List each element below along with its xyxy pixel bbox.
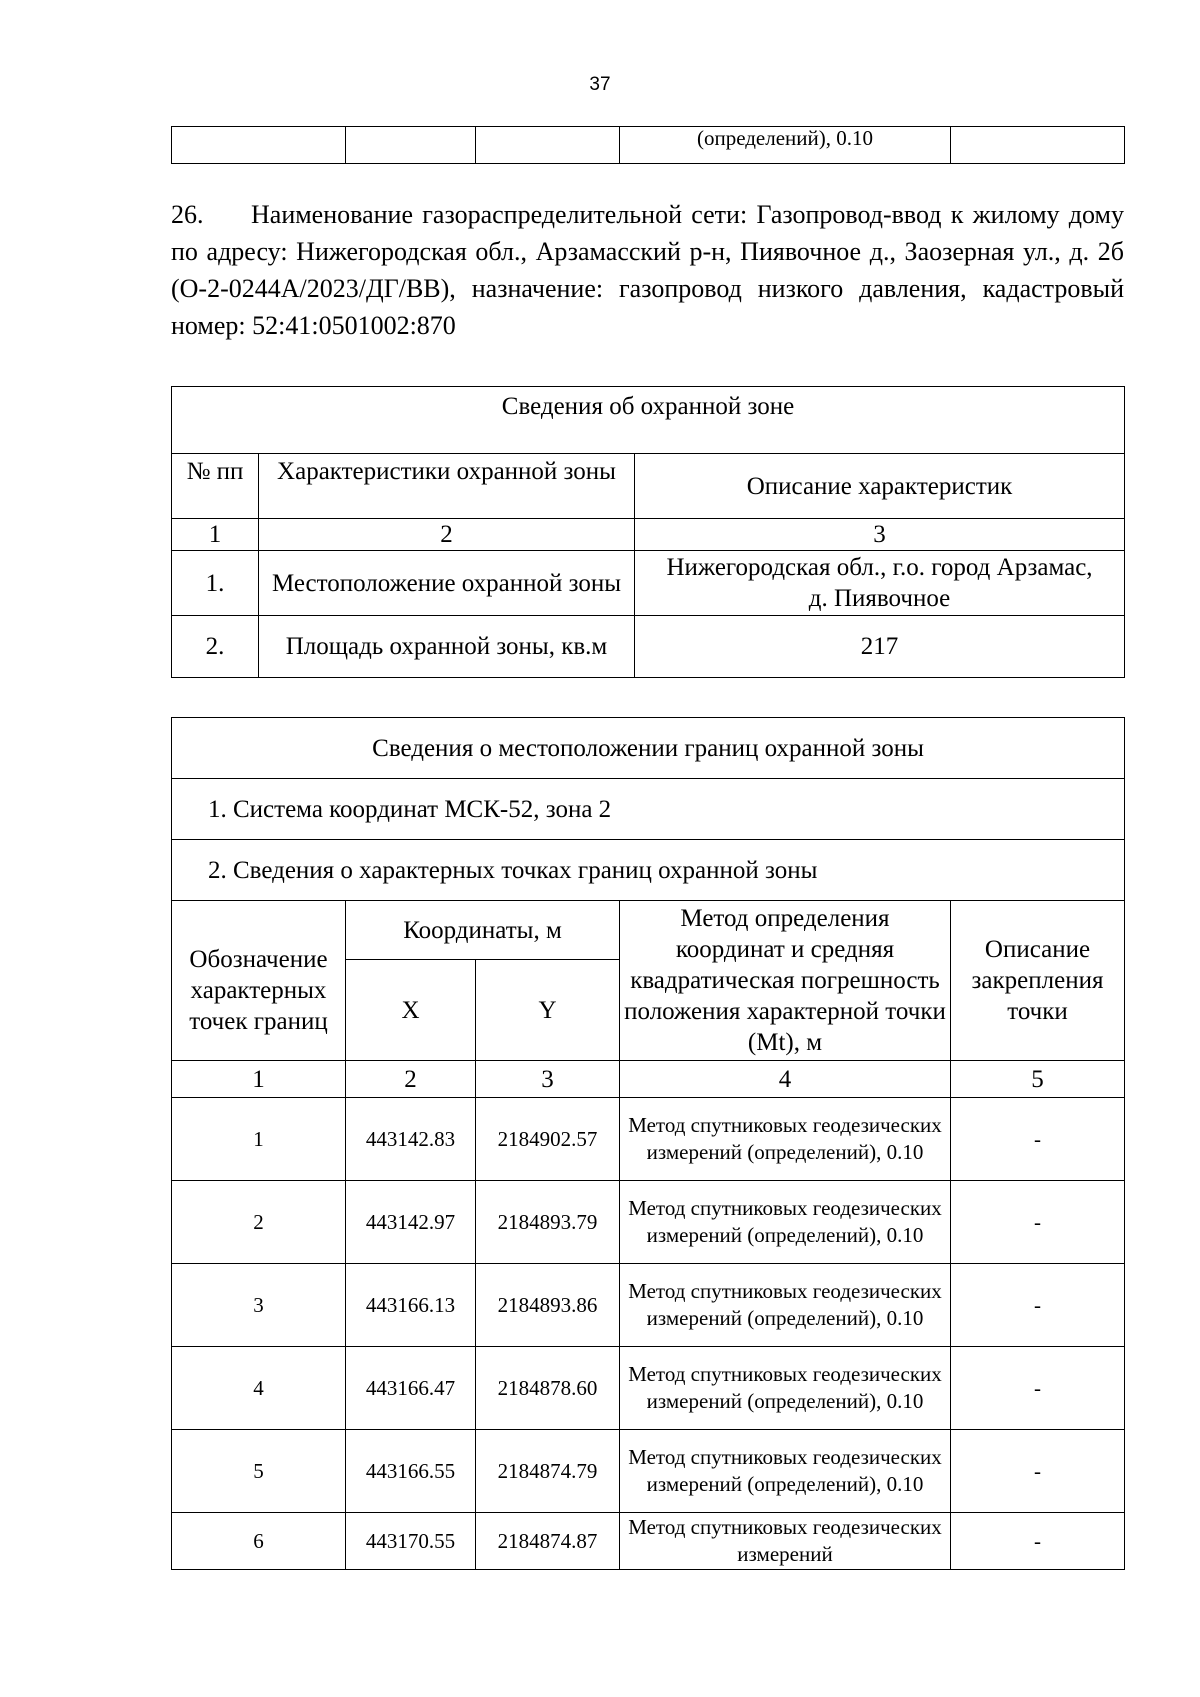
network-description (171, 196, 1124, 344)
coordinate-system-row (172, 779, 1125, 840)
index-cell: 3 (635, 519, 1125, 551)
characteristic-name: Площадь охранной зоны, кв.м (259, 616, 635, 678)
index-cell: 2 (346, 1061, 476, 1098)
column-header: Координаты, м (346, 901, 620, 960)
coordinate-system: 1. Система координат МСК-52, зона 2 (172, 779, 1125, 840)
index-cell: 1 (172, 519, 259, 551)
column-header: № пп (172, 454, 259, 519)
index-row (172, 1061, 1125, 1098)
column-header-y: Y (476, 960, 620, 1061)
method-cell: Метод спутниковых геодезических измерений (определений), 0.10 (620, 1430, 951, 1513)
table-row (172, 616, 1125, 678)
method-cell: Метод спутниковых геодезических измерений (определений), 0.10 (620, 1264, 951, 1347)
column-header: Описание закрепления точки (951, 901, 1125, 1061)
method-cell: Метод спутниковых геодезических измерений (определений), 0.10 (620, 1098, 951, 1181)
method-cell: (определений), 0.10 (620, 127, 951, 164)
points-title: 2. Сведения о характерных точках границ охранной зоны (172, 840, 1125, 901)
point-id: 6 (172, 1513, 346, 1570)
index-cell: 5 (951, 1061, 1125, 1098)
coord-y: 2184893.86 (476, 1264, 620, 1347)
table-row (172, 127, 1125, 164)
index-cell: 2 (259, 519, 635, 551)
table-title-row (172, 387, 1125, 454)
table-fragment-top (171, 126, 1125, 164)
table-row (172, 1430, 1125, 1513)
row-number: 1. (172, 551, 259, 616)
table-title: Сведения об охранной зоне (172, 387, 1125, 454)
column-header: Обозначение характерных точек границ (172, 901, 346, 1061)
description-cell: - (951, 1181, 1125, 1264)
description-cell: - (951, 1264, 1125, 1347)
paragraph-text: Наименование газораспределительной сети: Газопровод-ввод к жилому дому по адресу: Нижегородская обл., Арзамасский р-н, Пиявочное д., Заозерная ул., д. 2б (О-2-0244А/2023/ДГ/ВВ), назначение: газопровод низкого давления, кадастровый номер: 52:41:0501002:870 (171, 200, 1124, 340)
characteristic-name: Местоположение охранной зоны (259, 551, 635, 616)
point-id: 5 (172, 1430, 346, 1513)
table-row (172, 1098, 1125, 1181)
method-cell: Метод спутниковых геодезических измерений (определений), 0.10 (620, 1181, 951, 1264)
paragraph-number: 26. (171, 200, 204, 229)
coord-x: 443166.47 (346, 1347, 476, 1430)
table-title-row (172, 718, 1125, 779)
page-number: 37 (589, 74, 611, 95)
coord-y: 2184874.87 (476, 1513, 620, 1570)
coord-x: 443142.97 (346, 1181, 476, 1264)
table-title: Сведения о местоположении границ охранной зоны (172, 718, 1125, 779)
description-cell: - (951, 1347, 1125, 1430)
table-row (172, 1181, 1125, 1264)
point-id: 4 (172, 1347, 346, 1430)
column-header: Характеристики охранной зоны (259, 454, 635, 519)
index-row (172, 519, 1125, 551)
coord-y: 2184893.79 (476, 1181, 620, 1264)
point-id: 3 (172, 1264, 346, 1347)
coord-x: 443166.13 (346, 1264, 476, 1347)
table-header-row (172, 901, 1125, 960)
point-id: 1 (172, 1098, 346, 1181)
description-cell: - (951, 1098, 1125, 1181)
coord-y: 2184878.60 (476, 1347, 620, 1430)
column-header: Описание характеристик (635, 454, 1125, 519)
coord-x: 443170.55 (346, 1513, 476, 1570)
row-number: 2. (172, 616, 259, 678)
table-row (172, 1264, 1125, 1347)
column-header-x: X (346, 960, 476, 1061)
index-cell: 3 (476, 1061, 620, 1098)
table-header-row (172, 454, 1125, 519)
description-cell: - (951, 1430, 1125, 1513)
method-cell: Метод спутниковых геодезических измерений (620, 1513, 951, 1570)
characteristic-value: Нижегородская обл., г.о. город Арзамас, д. Пиявочное (635, 551, 1125, 616)
coord-x: 443142.83 (346, 1098, 476, 1181)
boundary-points-table (171, 717, 1125, 1570)
coord-x: 443166.55 (346, 1430, 476, 1513)
table-row (172, 1513, 1125, 1570)
column-header: Метод определения координат и средняя квадратическая погрешность положения характерной точки (Mt), м (620, 901, 951, 1061)
description-cell: - (951, 1513, 1125, 1570)
protection-zone-table (171, 386, 1125, 678)
coord-y: 2184874.79 (476, 1430, 620, 1513)
table-row (172, 551, 1125, 616)
table-row (172, 1347, 1125, 1430)
characteristic-value: 217 (635, 616, 1125, 678)
index-cell: 4 (620, 1061, 951, 1098)
method-cell: Метод спутниковых геодезических измерений (определений), 0.10 (620, 1347, 951, 1430)
point-id: 2 (172, 1181, 346, 1264)
coord-y: 2184902.57 (476, 1098, 620, 1181)
index-cell: 1 (172, 1061, 346, 1098)
points-title-row (172, 840, 1125, 901)
